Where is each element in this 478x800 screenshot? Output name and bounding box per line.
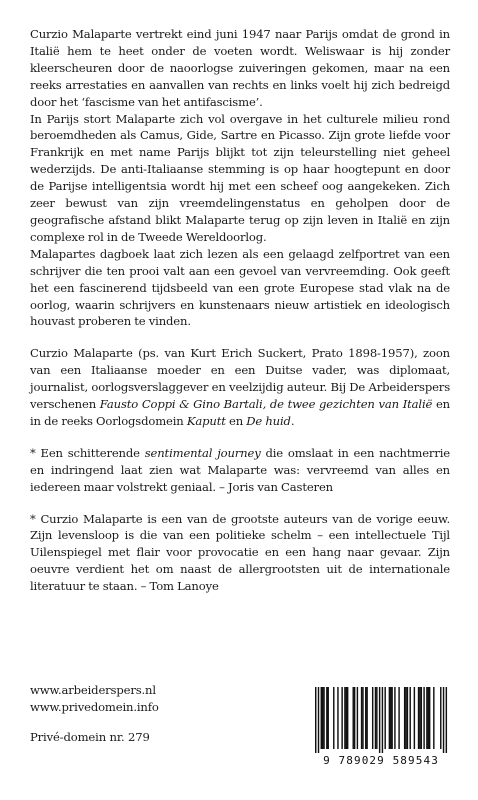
barcode-bar <box>384 687 385 749</box>
barcode-bar <box>321 687 322 749</box>
barcode-bar <box>433 687 434 749</box>
blurb-paragraph-2: In Parijs stort Malaparte zich vol overgave in het culturele milieu rond beroemdheden als Camus, Gide, Sartre en Picasso. Zijn grote liefde voor Frankrijk en met name Parijs blijkt tot zijn teleurstelling niet geheel wederzijds. De anti-Italiaanse stemming is op haar hoogtepunt en door de Parijse intelligentsia wordt hij met een scheef oog aangekeken. Zich zeer bewust van zijn vreemdelingenstatus en geholpen door de geografische afstand blikt Malaparte terug op zijn leven in Italië en zijn complexe rol in de Tweede Wereldoorlog. <box>30 111 450 244</box>
barcode-bar <box>366 687 367 749</box>
barcode-bar <box>389 687 390 749</box>
barcode-bar <box>346 687 347 749</box>
barcode-bar <box>372 687 373 749</box>
barcode-bar <box>409 687 410 749</box>
barcode-bar <box>428 687 429 749</box>
barcode-bar <box>353 687 354 749</box>
barcode-bar <box>315 687 316 753</box>
barcode-bar <box>341 687 342 749</box>
barcode-bar <box>394 687 395 749</box>
series-url[interactable]: www.privedomein.info <box>30 699 159 714</box>
barcode-bar <box>398 687 399 749</box>
barcode-bar <box>391 687 392 749</box>
barcode-bar <box>405 687 406 749</box>
barcode-bar <box>365 687 366 749</box>
barcode-bar <box>429 687 430 749</box>
barcode-bar <box>328 687 329 749</box>
barcode-bar <box>333 687 334 749</box>
back-cover-text <box>30 26 450 595</box>
review-quote-lanoye: * Curzio Malaparte is een van de grootste auteurs van de vorige eeuw. Zijn levensloop is die van een politieke schelm – een intellectuele Tijl Uilenspiegel met flair voor provocatie en een hang naar gevaar. Zijn oeuvre verdient het om naast de allergrootsten uit de internationale literatuur te staan. – Tom Lanoye <box>30 511 450 594</box>
isbn-barcode <box>311 687 451 773</box>
barcode-bar <box>379 687 380 753</box>
review-quote-casteren: * Een schitterende sentimental journey die omslaat in een nachtmerrie en indringend laat zien wat Malaparte was: vervreemd van alles en iedereen maar volstrekt geniaal. – Joris van Casteren <box>30 445 450 494</box>
barcode-bar <box>423 687 424 749</box>
barcode-bar <box>362 687 363 749</box>
barcode-bar <box>347 687 348 749</box>
blurb-paragraph-3: Malapartes dagboek laat zich lezen als een gelaagd zelfportret van een schrijver die ten prooi valt aan een gevoel van vervreemding. Ook geeft het een fascinerend tijdsbeeld van een grote Europese stad vlak na de oorlog, waarin schrijvers en kunstenaars nieuw artistiek en ideologisch houvast proberen te vinden. <box>30 246 450 329</box>
barcode-bar <box>354 687 355 749</box>
barcode-bar <box>318 687 319 753</box>
barcode-bar <box>326 687 327 749</box>
barcode-bar <box>446 687 447 753</box>
publisher-footer <box>30 682 159 746</box>
barcode-bar <box>419 687 420 749</box>
barcode-bar <box>344 687 345 749</box>
barcode-bar <box>414 687 415 749</box>
barcode-bar <box>357 687 358 749</box>
barcode-bar <box>382 687 383 753</box>
barcode-bar <box>418 687 419 749</box>
barcode-bar <box>323 687 324 749</box>
barcode-bar <box>390 687 391 749</box>
isbn-digits: 9 789029 589543 <box>323 754 439 767</box>
series-number: Privé-domein nr. 279 <box>30 730 150 744</box>
author-bio: Curzio Malaparte (ps. van Kurt Erich Suckert, Prato 1898-1957), zoon van een Italiaanse moeder en een Duitse vader, was diplomaat, journalist, oorlogsverslaggever en veelzijdig auteur. Bij De Arbeiderspers verschenen Fausto Coppi & Gino Bartali, de twee gezichten van Italië en in de reeks Oorlogsdomein Kaputt en De huid. <box>30 346 451 428</box>
blurb-paragraph-1: Curzio Malaparte vertrekt eind juni 1947 naar Parijs omdat de grond in Italië hem te heet onder de voeten wordt. Weliswaar is hij zonder kleerscheuren door de naoorlogse zuiveringen gekomen, maar na een reeks arrestaties en aanvallen van rechts en links voelt hij zich bedreigd door het ‘fascisme van het antifascisme’. <box>30 27 450 109</box>
barcode-bar <box>426 687 427 749</box>
barcode-bar <box>404 687 405 749</box>
barcode-bar <box>375 687 376 749</box>
barcode-bar <box>443 687 444 753</box>
barcode-bar <box>337 687 338 749</box>
barcode-bar <box>361 687 362 749</box>
barcode-bar <box>421 687 422 749</box>
publisher-url[interactable]: www.arbeiderspers.nl <box>30 683 156 697</box>
barcode-bar <box>440 687 441 749</box>
barcode-bar <box>407 687 408 749</box>
barcode-bars-icon <box>311 687 451 753</box>
barcode-bar <box>322 687 323 749</box>
barcode-bar <box>376 687 377 749</box>
